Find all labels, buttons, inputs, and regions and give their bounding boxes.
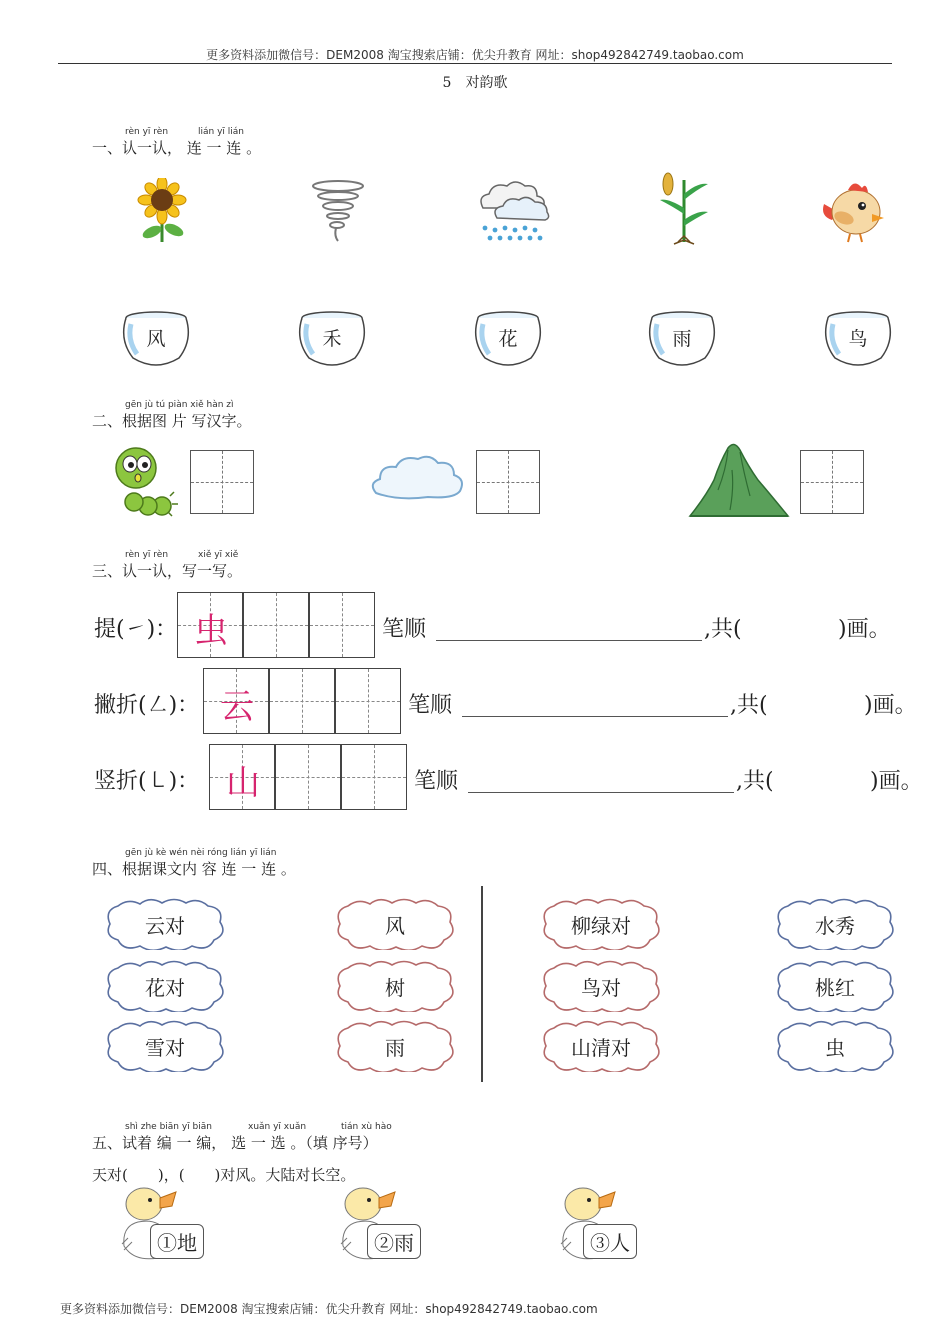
- bowl-card[interactable]: [647, 310, 717, 368]
- cloud-text: 雪对: [145, 1036, 185, 1060]
- bowl-card[interactable]: [297, 310, 367, 368]
- hua-label: )画。: [864, 693, 917, 718]
- hua-label: )画。: [870, 769, 923, 794]
- stroke-label: 提(㇀)：: [94, 617, 178, 642]
- q3-title: 三、认一认，写一写。: [92, 562, 243, 580]
- bowl-char: 花: [498, 328, 518, 350]
- bishun-label: 笔顺: [382, 617, 427, 642]
- practice-cell[interactable]: [309, 592, 375, 658]
- cloud-card[interactable]: [540, 1020, 662, 1072]
- q1-title: 一、认一认， 连 一 连 。: [92, 139, 262, 157]
- q4-title: 四、根据课文内 容 连 一 连 。: [92, 860, 296, 878]
- q5-pinyin-c: tián xù hào: [341, 1122, 392, 1132]
- cloud-card[interactable]: [334, 898, 456, 950]
- bishun-label: 笔顺: [408, 693, 453, 718]
- cloud-text: 山清对: [571, 1036, 631, 1060]
- demo-char: 虫: [194, 611, 228, 651]
- practice-cell[interactable]: [269, 668, 335, 734]
- cloud-card[interactable]: [104, 960, 226, 1012]
- hua-label: )画。: [838, 617, 891, 642]
- practice-cell[interactable]: [341, 744, 407, 810]
- bishun-blank[interactable]: [468, 792, 734, 793]
- practice-cell: [177, 592, 243, 658]
- bishun-label: 笔顺: [414, 769, 459, 794]
- cloud-icon: [368, 453, 466, 503]
- cloud-card[interactable]: [104, 898, 226, 950]
- option-label: ③人: [583, 1224, 637, 1259]
- cloud-card[interactable]: [774, 898, 896, 950]
- cloud-card[interactable]: [540, 898, 662, 950]
- demo-char: 山: [226, 763, 260, 803]
- practice-cell: [203, 668, 269, 734]
- page-footer: 更多资料添加微信号：DEM2008 淘宝搜索店铺：优尖升教育 网址：shop492842749.taobao.com: [60, 1302, 598, 1316]
- q1-pinyin-a: rèn yī rèn: [125, 127, 169, 137]
- cloud-text: 水秀: [815, 914, 855, 938]
- q2-pinyin: gēn jù tú piàn xiě hàn zì: [125, 400, 234, 410]
- q1-pinyin-b: lián yī lián: [198, 127, 244, 137]
- cloud-text: 风: [385, 914, 405, 938]
- mountain-icon: [688, 440, 792, 520]
- option-label: ①地: [150, 1224, 204, 1259]
- writing-grid-2[interactable]: [476, 450, 540, 514]
- tornado-icon: [308, 178, 368, 244]
- cloud-text: 雨: [385, 1036, 405, 1060]
- q5-pinyin-a: shì zhe biān yī biān: [125, 1122, 212, 1132]
- cloud-text: 树: [385, 976, 405, 1000]
- duck-option[interactable]: [557, 1186, 652, 1266]
- cloud-card[interactable]: [774, 960, 896, 1012]
- cloud-text: 鸟对: [581, 976, 621, 1000]
- bowl-card[interactable]: [121, 310, 191, 368]
- sunflower-icon: [134, 178, 190, 244]
- q5-sentence: 天对( )，( )对风。大陆对长空。: [92, 1166, 356, 1184]
- cloud-text: 虫: [825, 1036, 845, 1060]
- bird-icon: [818, 176, 888, 244]
- q3-pinyin-a: rèn yī rèn: [125, 550, 169, 560]
- crop-plant-icon: [654, 170, 714, 246]
- bishun-blank[interactable]: [462, 716, 728, 717]
- duck-option[interactable]: [118, 1186, 213, 1266]
- duck-option[interactable]: [337, 1186, 432, 1266]
- bowl-char: 风: [146, 328, 166, 350]
- gong-label: ,共(: [736, 769, 774, 794]
- bowl-card[interactable]: [823, 310, 893, 368]
- stroke-label: 撇折(㇜)：: [94, 693, 200, 718]
- bishun-blank[interactable]: [436, 640, 702, 641]
- bowl-card[interactable]: [473, 310, 543, 368]
- cloud-card[interactable]: [334, 1020, 456, 1072]
- cloud-text: 桃红: [815, 976, 855, 1000]
- bowl-char: 雨: [672, 328, 692, 350]
- cloud-text: 花对: [145, 976, 185, 1000]
- practice-cell: [209, 744, 275, 810]
- q4-pinyin: gēn jù kè wén nèi róng lián yī lián: [125, 848, 277, 858]
- q5-pinyin-b: xuǎn yī xuǎn: [248, 1122, 307, 1132]
- cloud-text: 云对: [145, 914, 185, 938]
- bowl-char: 鸟: [848, 328, 868, 350]
- cloud-card[interactable]: [104, 1020, 226, 1072]
- demo-char: 云: [220, 687, 254, 727]
- q5-title: 五、试着 编 一 编， 选 一 选 。（填 序号）: [92, 1134, 378, 1152]
- caterpillar-icon: [110, 444, 182, 518]
- cloud-card[interactable]: [540, 960, 662, 1012]
- bowl-char: 禾: [322, 328, 342, 350]
- cloud-text: 柳绿对: [571, 914, 631, 938]
- writing-grid-1[interactable]: [190, 450, 254, 514]
- rain-cloud-icon: [475, 178, 551, 244]
- q2-title: 二、根据图 片 写汉字。: [92, 412, 252, 430]
- practice-cell[interactable]: [243, 592, 309, 658]
- writing-grid-3[interactable]: [800, 450, 864, 514]
- practice-cell[interactable]: [335, 668, 401, 734]
- practice-cell[interactable]: [275, 744, 341, 810]
- cloud-card[interactable]: [334, 960, 456, 1012]
- q3-pinyin-b: xiě yī xiě: [198, 550, 239, 560]
- column-divider: [481, 886, 483, 1082]
- cloud-card[interactable]: [774, 1020, 896, 1072]
- gong-label: ,共(: [704, 617, 742, 642]
- page-header: 更多资料添加微信号：DEM2008 淘宝搜索店铺：优尖升教育 网址：shop492842749.taobao.com: [206, 48, 744, 62]
- option-label: ②雨: [367, 1224, 421, 1259]
- header-divider: [58, 63, 892, 64]
- stroke-label: 竖折(㇄)：: [94, 769, 200, 794]
- gong-label: ,共(: [730, 693, 768, 718]
- lesson-title: 5 对韵歌: [442, 75, 508, 91]
